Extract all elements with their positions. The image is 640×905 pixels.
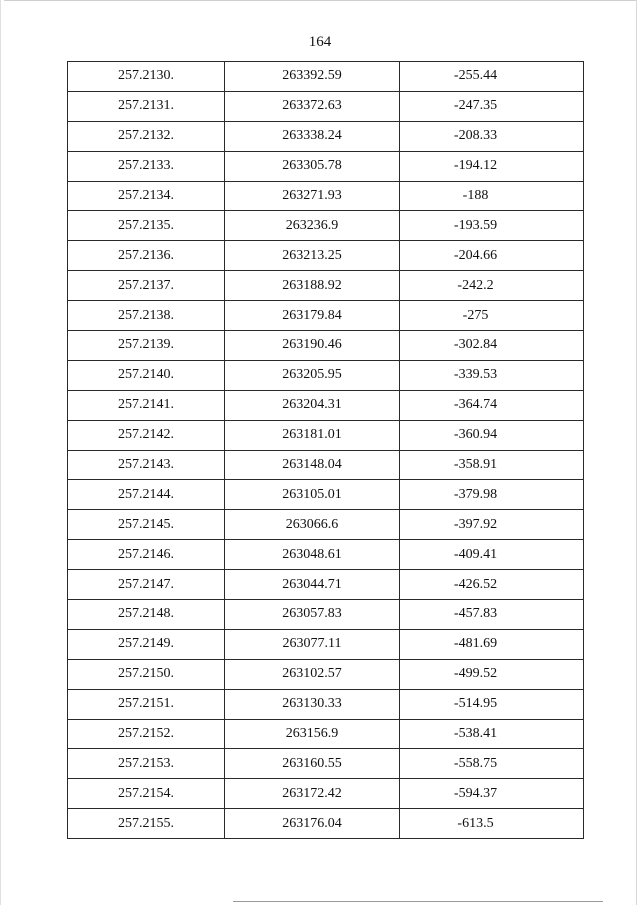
y-coordinate-cell: -360.94 (400, 420, 584, 450)
table-row (68, 600, 584, 630)
point-number-cell: 257.2137. (68, 271, 225, 301)
x-coordinate-cell: 263172.42 (225, 779, 400, 809)
table-row (68, 62, 584, 92)
point-number-cell: 257.2132. (68, 121, 225, 151)
y-coordinate-cell: -409.41 (400, 540, 584, 570)
point-number-cell: 257.2135. (68, 211, 225, 241)
x-coordinate-cell: 263205.95 (225, 360, 400, 390)
point-number-cell: 257.2153. (68, 749, 225, 779)
table-row (68, 749, 584, 779)
y-coordinate-cell: -613.5 (400, 809, 584, 839)
point-number-cell: 257.2155. (68, 809, 225, 839)
table-row (68, 121, 584, 151)
point-number-cell: 257.2133. (68, 151, 225, 181)
point-number-cell: 257.2147. (68, 570, 225, 600)
x-coordinate-cell: 263156.9 (225, 719, 400, 749)
table-row (68, 331, 584, 361)
x-coordinate-cell: 263392.59 (225, 62, 400, 92)
y-coordinate-cell: -481.69 (400, 629, 584, 659)
table-row (68, 211, 584, 241)
table-row (68, 540, 584, 570)
point-number-cell: 257.2150. (68, 659, 225, 689)
table-row (68, 689, 584, 719)
point-number-cell: 257.2154. (68, 779, 225, 809)
x-coordinate-cell: 263066.6 (225, 510, 400, 540)
table-body (68, 62, 584, 839)
x-coordinate-cell: 263372.63 (225, 91, 400, 121)
table-row (68, 809, 584, 839)
table-row (68, 570, 584, 600)
table-row (68, 420, 584, 450)
page-number: 164 (308, 34, 332, 50)
y-coordinate-cell: -426.52 (400, 570, 584, 600)
x-coordinate-cell: 263130.33 (225, 689, 400, 719)
x-coordinate-cell: 263077.11 (225, 629, 400, 659)
table-row (68, 779, 584, 809)
point-number-cell: 257.2148. (68, 600, 225, 630)
x-coordinate-cell: 263148.04 (225, 450, 400, 480)
y-coordinate-cell: -275 (400, 301, 584, 331)
point-number-cell: 257.2146. (68, 540, 225, 570)
y-coordinate-cell: -364.74 (400, 390, 584, 420)
x-coordinate-cell: 263236.9 (225, 211, 400, 241)
y-coordinate-cell: -358.91 (400, 450, 584, 480)
x-coordinate-cell: 263213.25 (225, 241, 400, 271)
x-coordinate-cell: 263105.01 (225, 480, 400, 510)
table-row (68, 360, 584, 390)
x-coordinate-cell: 263048.61 (225, 540, 400, 570)
point-number-cell: 257.2131. (68, 91, 225, 121)
y-coordinate-cell: -193.59 (400, 211, 584, 241)
point-number-cell: 257.2139. (68, 331, 225, 361)
table-row (68, 390, 584, 420)
point-number-cell: 257.2140. (68, 360, 225, 390)
point-number-cell: 257.2134. (68, 181, 225, 211)
point-number-cell: 257.2151. (68, 689, 225, 719)
y-coordinate-cell: -499.52 (400, 659, 584, 689)
table-row (68, 271, 584, 301)
y-coordinate-cell: -457.83 (400, 600, 584, 630)
coordinates-table (67, 61, 584, 839)
point-number-cell: 257.2141. (68, 390, 225, 420)
point-number-cell: 257.2145. (68, 510, 225, 540)
y-coordinate-cell: -204.66 (400, 241, 584, 271)
y-coordinate-cell: -194.12 (400, 151, 584, 181)
page-edge-right (636, 0, 637, 905)
point-number-cell: 257.2138. (68, 301, 225, 331)
point-number-cell: 257.2143. (68, 450, 225, 480)
table-row (68, 510, 584, 540)
x-coordinate-cell: 263188.92 (225, 271, 400, 301)
x-coordinate-cell: 263271.93 (225, 181, 400, 211)
x-coordinate-cell: 263102.57 (225, 659, 400, 689)
y-coordinate-cell: -594.37 (400, 779, 584, 809)
x-coordinate-cell: 263204.31 (225, 390, 400, 420)
table-row (68, 91, 584, 121)
y-coordinate-cell: -208.33 (400, 121, 584, 151)
x-coordinate-cell: 263044.71 (225, 570, 400, 600)
point-number-cell: 257.2152. (68, 719, 225, 749)
x-coordinate-cell: 263305.78 (225, 151, 400, 181)
x-coordinate-cell: 263179.84 (225, 301, 400, 331)
y-coordinate-cell: -247.35 (400, 91, 584, 121)
table-row (68, 181, 584, 211)
x-coordinate-cell: 263057.83 (225, 600, 400, 630)
x-coordinate-cell: 263181.01 (225, 420, 400, 450)
x-coordinate-cell: 263160.55 (225, 749, 400, 779)
table-row (68, 151, 584, 181)
x-coordinate-cell: 263190.46 (225, 331, 400, 361)
x-coordinate-cell: 263338.24 (225, 121, 400, 151)
y-coordinate-cell: -188 (400, 181, 584, 211)
table-row (68, 719, 584, 749)
point-number-cell: 257.2136. (68, 241, 225, 271)
point-number-cell: 257.2149. (68, 629, 225, 659)
point-number-cell: 257.2142. (68, 420, 225, 450)
table-row (68, 241, 584, 271)
y-coordinate-cell: -302.84 (400, 331, 584, 361)
point-number-cell: 257.2144. (68, 480, 225, 510)
page-bottom-rule (233, 901, 603, 902)
y-coordinate-cell: -242.2 (400, 271, 584, 301)
table-row (68, 629, 584, 659)
table-row (68, 480, 584, 510)
y-coordinate-cell: -538.41 (400, 719, 584, 749)
y-coordinate-cell: -397.92 (400, 510, 584, 540)
y-coordinate-cell: -379.98 (400, 480, 584, 510)
y-coordinate-cell: -558.75 (400, 749, 584, 779)
table-row (68, 659, 584, 689)
table-row (68, 450, 584, 480)
table-row (68, 301, 584, 331)
y-coordinate-cell: -339.53 (400, 360, 584, 390)
point-number-cell: 257.2130. (68, 62, 225, 92)
page-edge-top (4, 0, 636, 1)
x-coordinate-cell: 263176.04 (225, 809, 400, 839)
page-edge-left (0, 0, 1, 905)
y-coordinate-cell: -514.95 (400, 689, 584, 719)
y-coordinate-cell: -255.44 (400, 62, 584, 92)
